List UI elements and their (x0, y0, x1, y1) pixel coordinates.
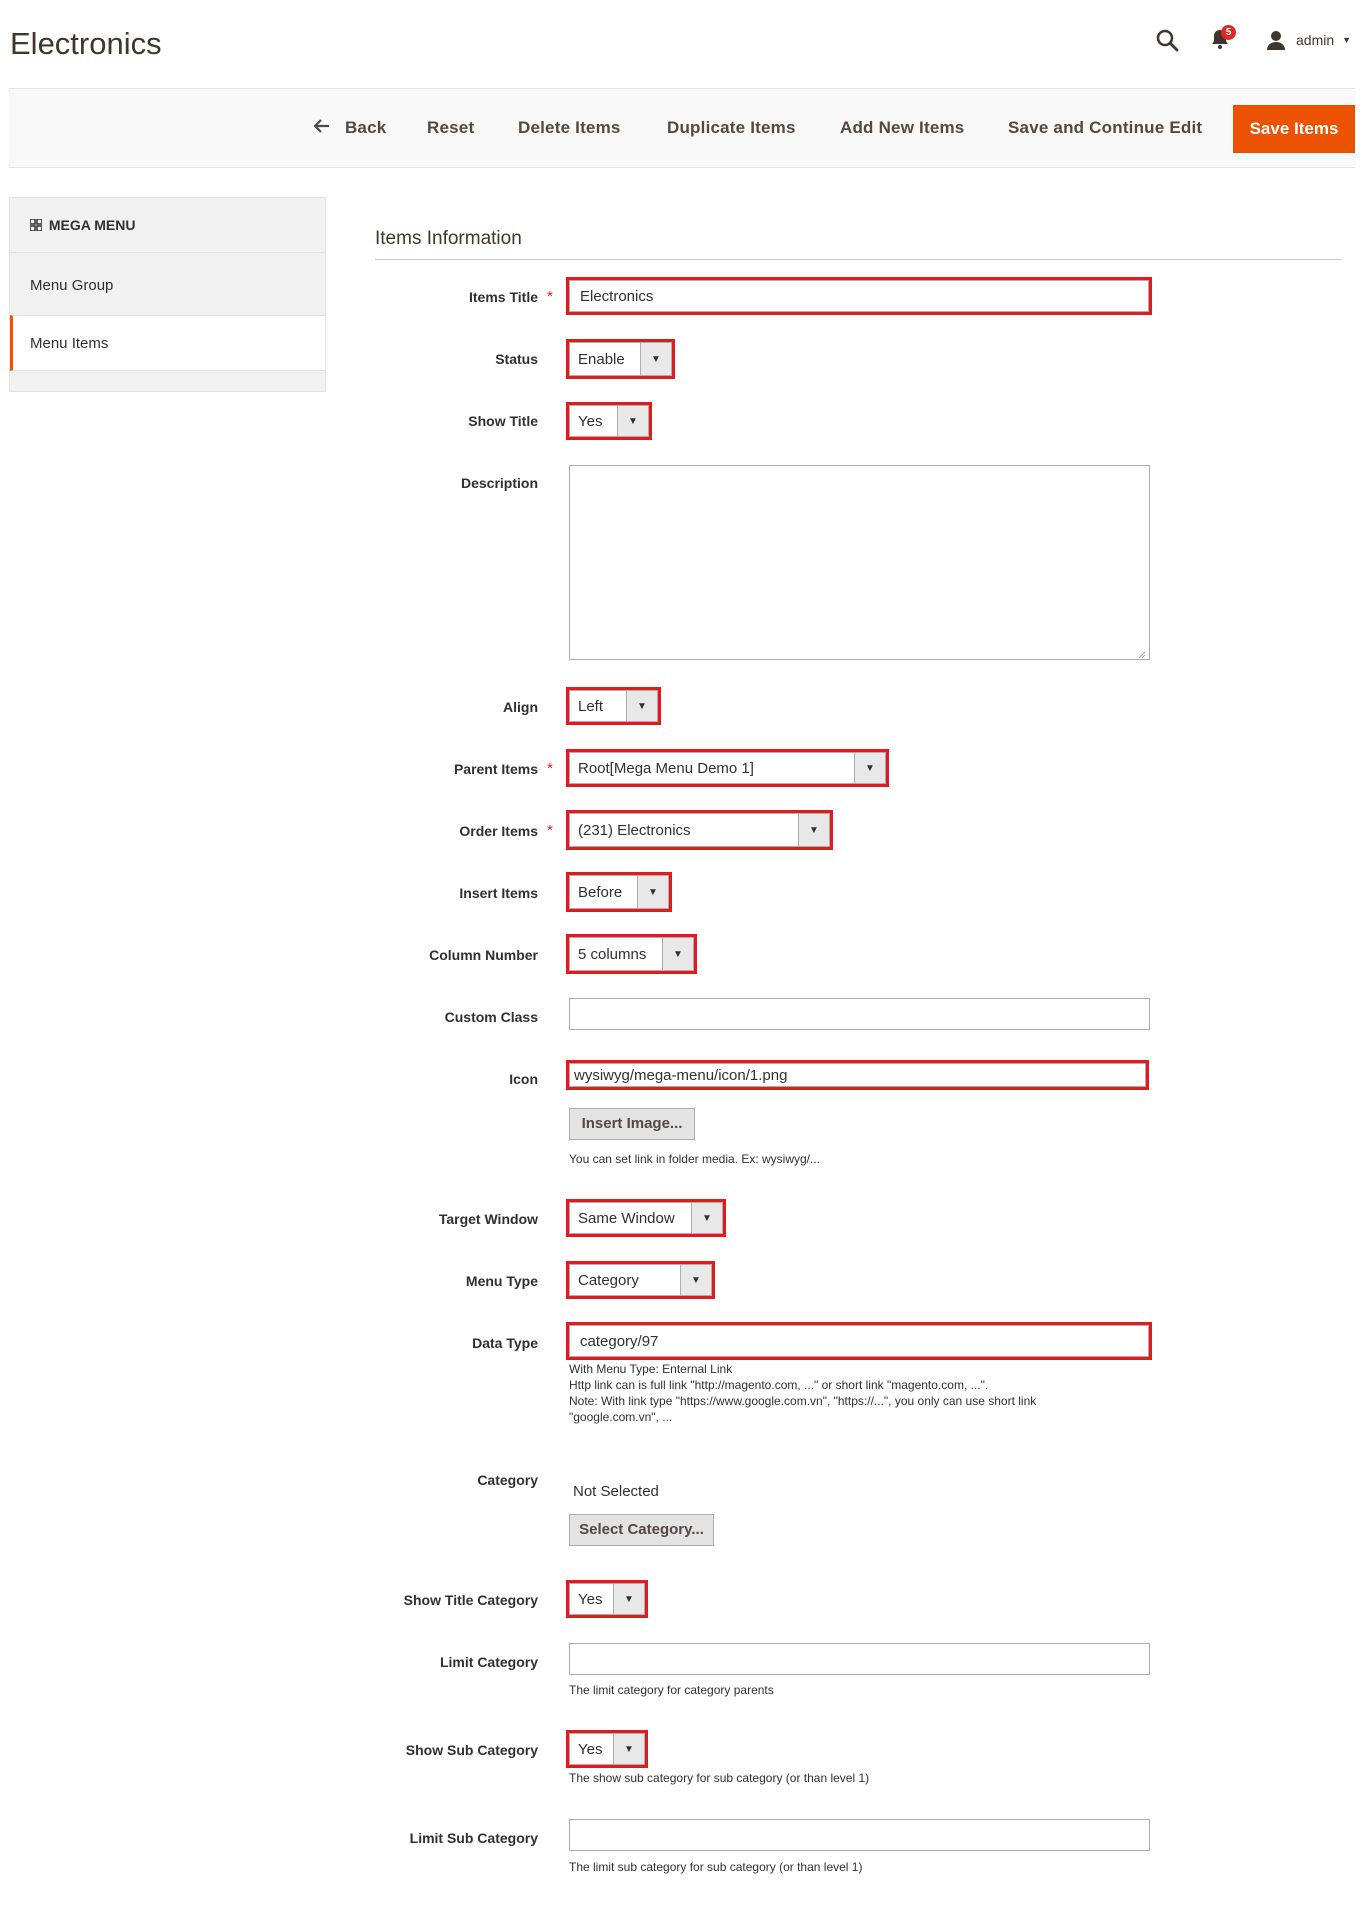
sidebar-heading (10, 198, 325, 253)
back-button[interactable] (314, 89, 386, 167)
caret-down-icon: ▼ (798, 814, 829, 846)
items-title-label: Items Title (469, 289, 538, 305)
order-items-value: (231) Electronics (578, 821, 691, 839)
caret-down-icon: ▼ (637, 876, 668, 908)
data-type-note-line: Note: With link type "https://www.google.com.vn", "https://...", you only can use short link (569, 1394, 1037, 1408)
data-type-input[interactable] (569, 1325, 1149, 1357)
status-value: Enable (578, 350, 625, 368)
description-textarea[interactable] (569, 465, 1150, 660)
resize-handle-icon[interactable] (1136, 646, 1146, 664)
limit-sub-category-label: Limit Sub Category (409, 1830, 538, 1846)
add-new-items-button[interactable]: Add New Items (840, 118, 965, 137)
mega-menu-sidebar (9, 197, 326, 392)
icon-input[interactable] (569, 1063, 1146, 1087)
show-title-category-value: Yes (578, 1590, 603, 1608)
admin-user-menu[interactable] (1266, 28, 1356, 52)
section-divider (375, 259, 1342, 260)
column-number-select[interactable] (569, 937, 694, 971)
show-sub-category-label: Show Sub Category (405, 1742, 538, 1758)
show-sub-category-note: The show sub category for sub category (or than level 1) (569, 1771, 870, 1785)
show-title-category-select[interactable] (569, 1583, 645, 1615)
data-type-note-line: "google.com.vn", ... (569, 1410, 673, 1424)
show-title-value: Yes (578, 412, 603, 430)
align-label: Align (503, 699, 538, 715)
insert-items-value: Before (578, 883, 623, 901)
required-marker: * (547, 288, 553, 305)
search-icon[interactable] (1155, 28, 1179, 57)
target-window-select[interactable] (569, 1202, 723, 1234)
insert-items-label: Insert Items (459, 885, 538, 901)
caret-down-icon: ▼ (640, 343, 671, 375)
caret-down-icon: ▼ (613, 1734, 644, 1764)
caret-down-icon: ▼ (680, 1265, 711, 1295)
insert-image-button[interactable]: Insert Image... (569, 1108, 695, 1140)
notification-count-badge: 5 (1221, 25, 1236, 40)
menu-type-label: Menu Type (465, 1273, 538, 1289)
caret-down-icon: ▼ (617, 406, 648, 436)
show-title-label: Show Title (468, 413, 538, 429)
column-number-label: Column Number (429, 947, 538, 963)
items-title-input[interactable] (569, 280, 1149, 312)
category-label: Category (477, 1472, 538, 1488)
status-label: Status (495, 351, 538, 367)
required-marker: * (547, 760, 553, 777)
show-sub-category-select[interactable] (569, 1733, 645, 1765)
parent-items-select[interactable] (569, 752, 886, 784)
insert-items-select[interactable] (569, 875, 669, 909)
parent-items-value: Root[Mega Menu Demo 1] (578, 759, 754, 777)
limit-category-input[interactable] (569, 1643, 1150, 1675)
caret-down-icon: ▼ (854, 753, 885, 783)
caret-down-icon: ▼ (662, 938, 693, 970)
show-sub-category-value: Yes (578, 1740, 603, 1758)
icon-label: Icon (509, 1071, 538, 1087)
parent-items-label: Parent Items (453, 761, 538, 777)
caret-down-icon: ▼ (691, 1203, 722, 1233)
notifications-button[interactable] (1210, 28, 1230, 55)
show-title-category-label: Show Title Category (403, 1592, 538, 1608)
caret-down-icon: ▼ (1342, 35, 1352, 45)
sidebar-item-menu-group[interactable]: Menu Group (30, 277, 114, 294)
category-selection-value: Not Selected (573, 1483, 659, 1500)
description-label: Description (460, 475, 538, 491)
sidebar-heading-label: MEGA MENU (48, 217, 136, 233)
data-type-note-line: Http link can is full link "http://magento.com, ..." or short link "magento.com, ...". (569, 1378, 989, 1392)
icon-note: You can set link in folder media. Ex: wysiwyg/... (569, 1152, 821, 1166)
back-label: Back (344, 118, 387, 137)
align-select[interactable] (569, 690, 658, 722)
order-items-label: Order Items (459, 823, 538, 839)
status-select[interactable] (569, 342, 672, 376)
user-icon (1266, 30, 1286, 50)
required-marker: * (547, 822, 553, 839)
caret-down-icon: ▼ (626, 691, 657, 721)
menu-type-select[interactable] (569, 1264, 712, 1296)
target-window-label: Target Window (438, 1211, 538, 1227)
save-continue-button[interactable]: Save and Continue Edit (1008, 118, 1203, 137)
align-value: Left (578, 697, 604, 715)
page-actions-toolbar (9, 88, 1355, 168)
data-type-notes (569, 1361, 1036, 1425)
delete-items-button[interactable]: Delete Items (518, 118, 621, 137)
limit-sub-category-input[interactable] (569, 1819, 1150, 1851)
sidebar-item-menu-items[interactable]: Menu Items (10, 315, 325, 371)
data-type-note-line: With Menu Type: Enternal Link (569, 1362, 733, 1376)
menu-type-value: Category (578, 1271, 639, 1289)
data-type-label: Data Type (472, 1335, 538, 1351)
reset-button[interactable]: Reset (427, 118, 475, 137)
limit-sub-category-note: The limit sub category for sub category (or than level 1) (569, 1860, 863, 1874)
column-number-value: 5 columns (578, 945, 647, 963)
custom-class-input[interactable] (569, 998, 1150, 1030)
limit-category-label: Limit Category (439, 1654, 538, 1670)
show-title-select[interactable] (569, 405, 649, 437)
order-items-select[interactable] (569, 813, 830, 847)
target-window-value: Same Window (578, 1209, 675, 1227)
duplicate-items-button[interactable]: Duplicate Items (667, 118, 796, 137)
limit-category-note: The limit category for category parents (569, 1683, 774, 1697)
admin-username: admin (1296, 32, 1335, 48)
custom-class-label: Custom Class (444, 1009, 538, 1025)
section-title: Items Information (375, 228, 522, 249)
back-arrow-icon (314, 89, 334, 167)
caret-down-icon: ▼ (613, 1584, 644, 1614)
save-items-button[interactable]: Save Items (1233, 105, 1355, 153)
grid-icon (30, 199, 42, 253)
page-title: Electronics (10, 26, 162, 61)
select-category-button[interactable]: Select Category... (569, 1514, 714, 1546)
